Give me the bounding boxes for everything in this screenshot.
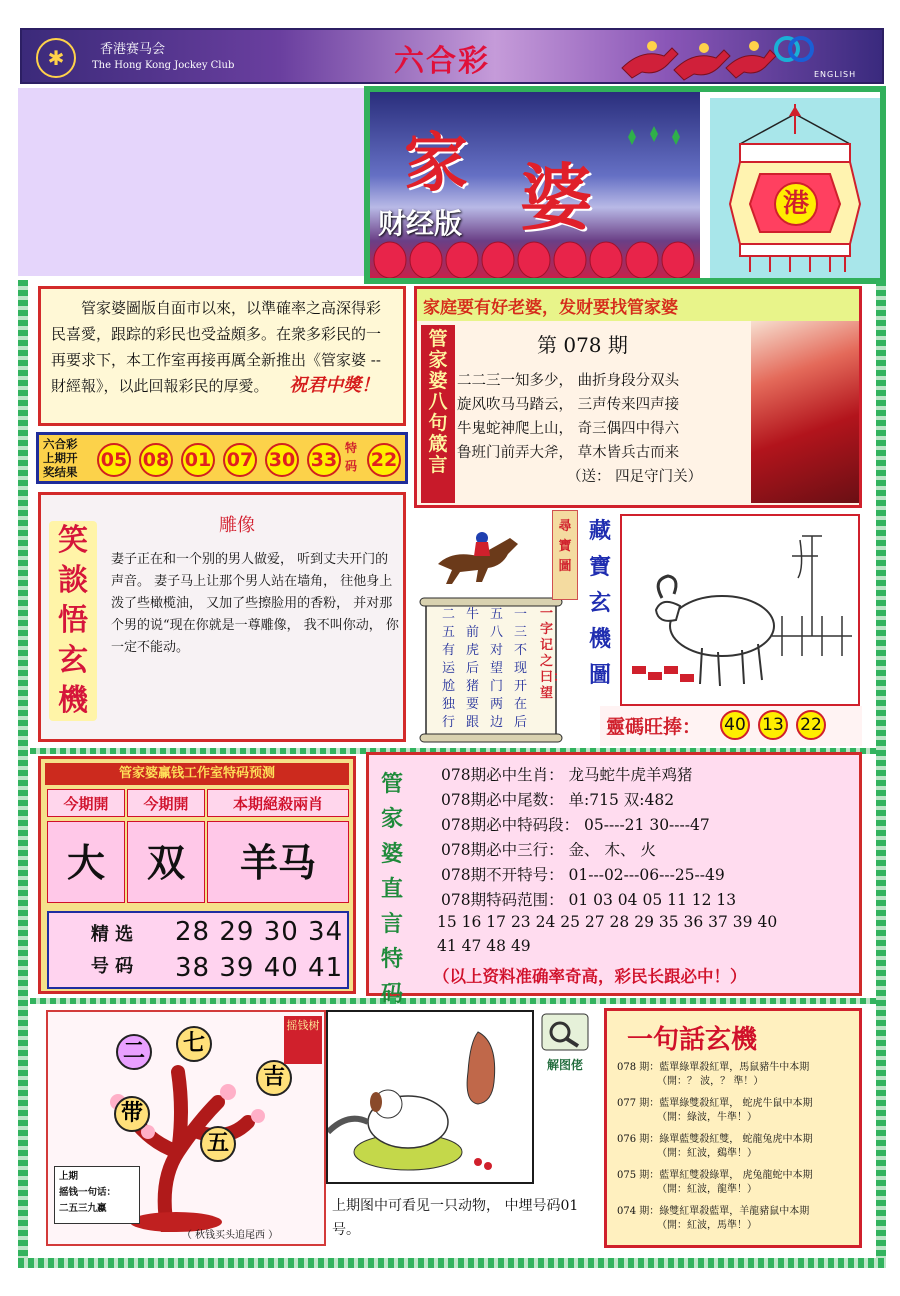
poem-side-title: 管家婆八句箴言 xyxy=(421,325,455,503)
one-line-text: 藍單綠單殺紅單，馬鼠豬牛中本期 xyxy=(659,1062,810,1073)
one-line-result: （開：綠波，牛準！） xyxy=(657,1112,757,1123)
last-money-tree-line: 摇钱一句话： xyxy=(59,1187,117,1198)
intro-box xyxy=(38,286,406,426)
selected-numbers-box xyxy=(47,911,349,989)
racing-horses-icon xyxy=(612,34,782,82)
joke-side-title: 笑談悟玄機 xyxy=(49,521,97,721)
banner-title-1: 家 xyxy=(404,126,468,201)
poem-line: 旋风吹马马踏云， 三声传来四声接 xyxy=(457,397,680,413)
banner xyxy=(370,92,700,278)
prediction-box xyxy=(38,756,356,994)
result-ball: 07 xyxy=(223,443,257,477)
poem-headline: 家庭要有好老婆，发财要找管家婆 xyxy=(417,289,859,321)
talk-line: 078期必中生肖： 龙马蛇牛虎羊鸡猪 xyxy=(441,766,693,784)
one-line-issue: 074 期： xyxy=(617,1206,660,1217)
frame-right xyxy=(876,280,886,1260)
scroll-col: 二五有运尬独行 xyxy=(442,607,456,730)
prediction-big-small: 大 xyxy=(47,821,125,903)
frame-left xyxy=(18,280,28,1260)
poem-line: 二二三一知多少， 曲折身段分双头 xyxy=(457,373,680,389)
money-tree-tag: 摇钱树 xyxy=(284,1016,322,1064)
banner-subtitle: 财经版 xyxy=(378,207,463,240)
racehorse-jockey-icon xyxy=(432,520,532,590)
one-line-issue: 077 期： xyxy=(617,1098,660,1109)
mark-six-title: 六合彩 xyxy=(394,44,490,79)
header-bar xyxy=(20,28,884,84)
result-ball: 05 xyxy=(97,443,131,477)
intro-text: 管家婆圖版自面市以來，以準確率之高深得彩民喜愛，跟踪的彩民也受益頗多。在衆多彩民的一再要求下，本工作室再接再厲全新推出《管家婆 -- 財經報》，以此回報彩民的厚愛。 xyxy=(51,299,382,395)
one-line-result: （開：紅波，龍準！） xyxy=(657,1184,757,1195)
one-line-issue: 076 期： xyxy=(617,1134,660,1145)
one-line-row xyxy=(617,1133,863,1161)
one-line-text: 藍單紅雙殺綠單， 虎兔龍蛇中本期 xyxy=(659,1170,813,1181)
treasure-side-title: 藏寶玄機圖 xyxy=(588,519,611,688)
last-result-label-1: 六合彩 xyxy=(43,437,78,451)
scroll-col: 一字记之曰：望 xyxy=(540,606,567,701)
special-label: 特码 xyxy=(345,441,358,473)
lantern-panel xyxy=(710,98,880,278)
selected-row: 38 39 40 41 xyxy=(175,953,344,983)
goat-picture xyxy=(620,514,860,706)
decode-text: 上期图中可看见一只动物， 中埋号码01号。 xyxy=(332,1198,579,1238)
one-line-mystery-box xyxy=(604,1008,862,1248)
lucky-label: 靈碼旺捧： xyxy=(606,716,702,738)
bride-image xyxy=(751,321,859,503)
one-line-text: 綠雙紅單殺藍單，羊龍豬鼠中本期 xyxy=(659,1206,810,1217)
poem-gift: （送： 四足守门关） xyxy=(567,469,703,485)
magnifier-icon xyxy=(538,1012,592,1052)
stars-icon xyxy=(620,122,700,152)
goat-scene-icon xyxy=(622,516,858,704)
one-line-row xyxy=(617,1169,863,1197)
money-tree-footer: （ 秋钱买头追尾西 ） xyxy=(181,1230,279,1241)
special-ball: 22 xyxy=(367,443,401,477)
result-ball: 33 xyxy=(307,443,341,477)
poem-line: 牛鬼蛇神爬上山， 奇三偶四中得六 xyxy=(457,421,680,437)
prediction-header: 本期絕殺兩肖 xyxy=(207,789,349,817)
last-result-label-3: 奖结果 xyxy=(43,465,78,479)
one-line-text: 綠單藍雙殺紅雙， 蛇龍兔虎中本期 xyxy=(659,1134,813,1145)
last-money-tree-line: 二五三九蠃 xyxy=(59,1203,107,1214)
one-line-text: 藍單綠雙殺紅單， 蛇虎牛鼠中本期 xyxy=(659,1098,813,1109)
talk-side-title: 管家婆直言特码 xyxy=(380,772,403,1007)
intro-wish: 祝君中獎！ xyxy=(289,375,380,396)
scroll-col: 牛前虎后猪要跟 xyxy=(466,607,480,730)
result-ball: 08 xyxy=(139,443,173,477)
one-line-result: （開：紅波，鷄準！） xyxy=(657,1148,757,1159)
tree-fruit: 七 xyxy=(176,1026,212,1062)
one-line-title: 一句話玄機 xyxy=(627,1025,758,1055)
talk-line: 078期必中特码段： 05----21 30----47 xyxy=(441,816,710,834)
talk-line: 078期不开特号： 01---02---06---25--49 xyxy=(441,866,725,884)
decode-tag-label: 解图佬 xyxy=(546,1058,583,1072)
decode-picture-box xyxy=(326,1010,596,1250)
decode-picture xyxy=(326,1010,534,1184)
org-name-cn: 香港赛马会 xyxy=(100,42,166,57)
poem-issue: 第 078 期 xyxy=(537,333,628,357)
joke-text: 妻子正在和一个别的男人做爱， 听到丈夫开门的声音。 妻子马上让那个男人站在墙角， 往他身上泼了些橄榄油， 又加了些擦脸用的香粉， 并对那个男的说“现在你就是一尊雕像， 我不叫你动， 你一定不能动。 xyxy=(111,552,399,655)
talk-footer: （以上资料准确率奇高，彩民长跟必中！） xyxy=(433,967,747,986)
talk-line: 078期必中三行： 金、 木、 火 xyxy=(441,841,656,859)
prediction-header: 今期開 xyxy=(127,789,205,817)
lucky-ball: 13 xyxy=(758,710,788,740)
joke-box xyxy=(38,492,406,742)
lucky-ball: 40 xyxy=(720,710,750,740)
org-name-en: The Hong Kong Jockey Club xyxy=(92,60,235,71)
tree-fruit: 二 xyxy=(116,1034,152,1070)
money-tree-box xyxy=(46,1010,326,1246)
decode-tag xyxy=(538,1012,592,1074)
last-money-tree-line: 上期 xyxy=(59,1171,79,1182)
scroll-col: 五八对望门两边 xyxy=(490,607,504,730)
banner-title-2: 婆 xyxy=(520,155,593,240)
one-line-result: （開：紅波，馬準！） xyxy=(657,1220,757,1231)
last-result-box xyxy=(36,432,408,484)
scroll-col: 一三不现开在后 xyxy=(514,607,528,730)
lucky-ball: 22 xyxy=(796,710,826,740)
frame-divider-2 xyxy=(30,998,876,1004)
tree-fruit: 带 xyxy=(114,1096,150,1132)
eight-line-poem-box xyxy=(414,286,862,508)
talk-line: 41 47 48 49 xyxy=(437,937,531,955)
one-line-issue: 075 期： xyxy=(617,1170,660,1181)
mystery-picture-box xyxy=(412,510,862,748)
one-line-issue: 078 期： xyxy=(617,1062,660,1073)
lotus-row-icon xyxy=(370,238,700,278)
prediction-header: 今期開 xyxy=(47,789,125,817)
talk-line: 078期特码范围： 01 03 04 05 11 12 13 xyxy=(441,891,737,909)
jockey-club-logo-icon: ✱ xyxy=(36,38,76,78)
last-money-tree-box xyxy=(54,1166,140,1224)
selected-label-2: 号 码 xyxy=(90,956,134,977)
dog-in-basket-icon xyxy=(328,1012,532,1182)
one-line-row xyxy=(617,1205,863,1233)
lantern-char: 港 xyxy=(774,182,818,226)
selected-row: 28 29 30 34 xyxy=(175,917,344,947)
prediction-odd-even: 双 xyxy=(127,821,205,903)
english-link-icon[interactable] xyxy=(772,34,816,64)
tree-fruit: 吉 xyxy=(256,1060,292,1096)
prediction-kill-zodiac: 羊马 xyxy=(207,821,349,903)
lucky-numbers-row xyxy=(600,706,862,746)
selected-label xyxy=(57,919,167,983)
one-line-result: （開：？ 波，？ 準！） xyxy=(657,1076,764,1087)
one-line-row xyxy=(617,1097,863,1125)
result-ball: 01 xyxy=(181,443,215,477)
english-link[interactable]: ENGLISH xyxy=(814,70,857,79)
blank-panel xyxy=(18,88,370,276)
last-result-label-2: 上期开 xyxy=(43,451,78,465)
talk-line: 078期必中尾数： 单:715 双:482 xyxy=(441,791,675,809)
joke-title: 雕像 xyxy=(219,515,255,536)
last-result-label xyxy=(43,437,95,479)
one-line-row xyxy=(617,1061,863,1089)
result-ball: 30 xyxy=(265,443,299,477)
treasure-map-tag: 尋寶圖 xyxy=(552,510,578,600)
selected-label-1: 精 选 xyxy=(90,924,134,945)
frame-bottom xyxy=(18,1258,886,1268)
poem-line: 鲁班门前弄大斧， 草木皆兵古而来 xyxy=(457,445,680,461)
tree-fruit: 五 xyxy=(200,1126,236,1162)
talk-line: 15 16 17 23 24 25 27 28 29 35 36 37 39 40 xyxy=(437,913,778,931)
prediction-title: 管家婆赢钱工作室特码预测 xyxy=(45,763,349,785)
straight-talk-box xyxy=(366,752,862,1007)
